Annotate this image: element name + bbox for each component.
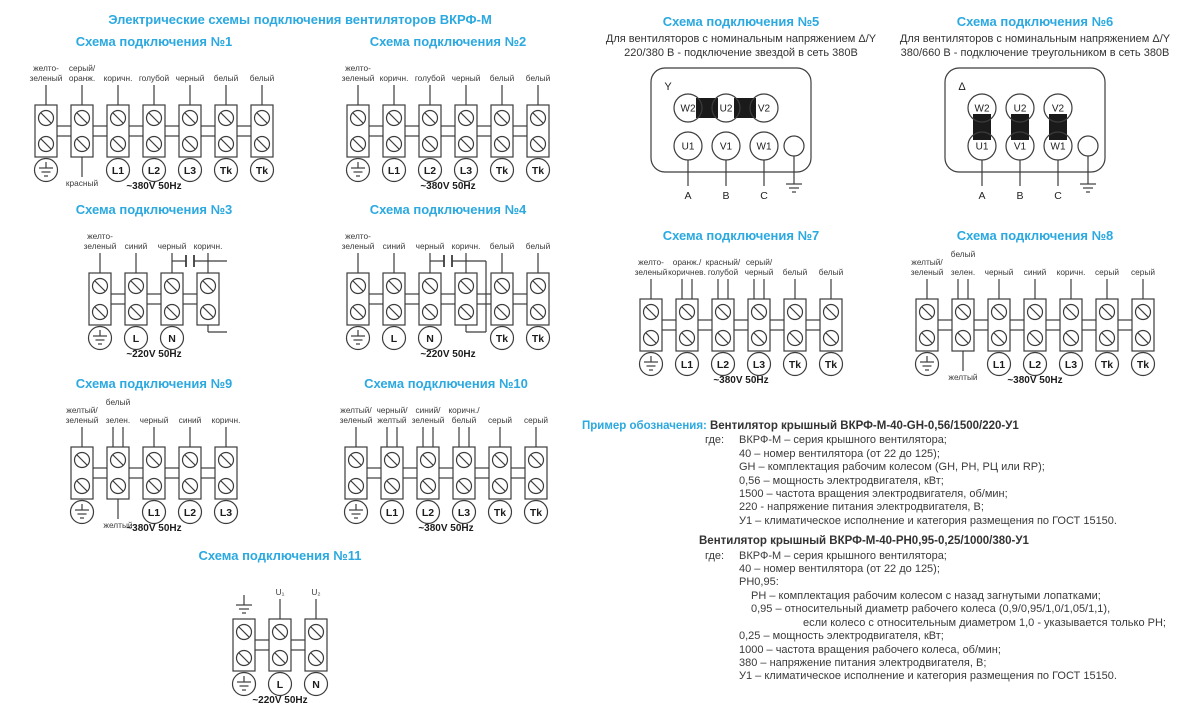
motor-terminal-label: U1: [681, 141, 695, 153]
wire-label: серый/: [745, 257, 773, 267]
wire-label: синий/: [415, 405, 441, 415]
ground-terminal-icon: [345, 501, 368, 524]
terminal-block: [89, 273, 111, 325]
wire-label: оранж.: [68, 73, 96, 83]
ground-terminal-icon: [71, 501, 94, 524]
terminal-label: Tk: [1136, 359, 1150, 371]
phase-label: B: [722, 190, 730, 202]
wire-label: оранж./: [672, 257, 702, 267]
wire-label: U₁: [275, 587, 285, 597]
wire-label: красный/: [705, 257, 741, 267]
scheme-4: [302, 202, 594, 361]
wire-label: зеленый: [29, 73, 63, 83]
terminal-block: [383, 273, 405, 325]
wire-label: белый: [489, 73, 515, 83]
terminal-label: L2: [183, 507, 197, 519]
scheme-5-title: Схема подключения №5: [662, 14, 820, 29]
designation-line: 40 – номер вентилятора (от 22 до 125);: [739, 563, 940, 576]
ground-terminal: [784, 136, 804, 156]
motor-terminal-box-diagram: [626, 64, 856, 210]
designation-line: РН – комплектация рабочим колесом с назад загнутыми лопатками;: [751, 589, 1101, 602]
terminal-label: L2: [716, 359, 730, 371]
terminal-strip-diagram: [632, 247, 850, 387]
wire-label: белый: [213, 73, 239, 83]
terminal-label: N: [426, 333, 434, 345]
terminal-label: Tk: [255, 165, 269, 177]
scheme-7: [598, 228, 884, 387]
ground-terminal-icon: [347, 327, 370, 350]
scheme-8: [892, 228, 1178, 387]
example-2-title: Вентилятор крышный ВКРФ-М-40-РН0,95-0,25/1000/380-У1: [699, 535, 1029, 548]
wire-label: синий: [124, 241, 148, 251]
motor-terminal-label: U2: [1013, 103, 1027, 115]
scheme-7-title: Схема подключения №7: [662, 228, 820, 243]
terminal-block: [640, 299, 662, 351]
scheme-2: [302, 34, 594, 193]
example-label: Пример обозначения:: [582, 420, 707, 432]
wire-label: коричнев.: [668, 267, 706, 277]
wire-label: желтый: [377, 415, 407, 425]
terminal-block: [1024, 299, 1046, 351]
wire-label: желтый/: [340, 405, 372, 415]
scheme-6-diagram: [892, 64, 1178, 210]
voltage-label: ~380V 50Hz: [418, 523, 474, 534]
terminal-label: Tk: [1100, 359, 1114, 371]
terminal-block: [269, 619, 291, 671]
terminal-label: Tk: [824, 359, 838, 371]
scheme-3: [8, 202, 300, 361]
capacitor-icon: [172, 255, 227, 267]
scheme-5-description: Для вентиляторов с номинальным напряжением Δ/Y 220/380 В - подключение звездой в сеть 380В: [605, 33, 877, 59]
wire-label: серый/: [68, 63, 96, 73]
ground-terminal-icon: [347, 159, 370, 182]
terminal-block: [143, 447, 165, 499]
ground-terminal-icon: [233, 673, 256, 696]
capacitor-icon: [430, 255, 486, 267]
wire-label: U₂: [311, 587, 321, 597]
motor-terminal-label: V2: [1051, 103, 1065, 115]
scheme-4-title: Схема подключения №4: [369, 202, 527, 217]
wire-label: желто-: [345, 231, 371, 241]
terminal-block: [1096, 299, 1118, 351]
terminal-block: [197, 273, 219, 325]
terminal-block: [107, 105, 129, 157]
designation-line: У1 – климатическое исполнение и категория размещения по ГОСТ 15150.: [739, 514, 1117, 527]
scheme-9-diagram: [8, 395, 300, 535]
wire-label: желто-: [345, 63, 371, 73]
motor-terminal-label: U1: [975, 141, 989, 153]
terminal-label: L3: [752, 359, 766, 371]
scheme-5-diagram: [598, 64, 884, 210]
wire-label: белый: [782, 267, 808, 277]
terminal-label: Tk: [531, 333, 545, 345]
voltage-label: ~220V 50Hz: [126, 349, 182, 360]
terminal-block: [1132, 299, 1154, 351]
wire-label: зеленый: [411, 415, 445, 425]
terminal-block: [820, 299, 842, 351]
terminal-block: [712, 299, 734, 351]
terminal-label: Tk: [788, 359, 802, 371]
wire-label: белый: [818, 267, 844, 277]
terminal-label: N: [312, 679, 320, 691]
scheme-11: [140, 548, 420, 707]
terminal-label: L1: [111, 165, 125, 177]
phase-label: A: [978, 190, 986, 202]
terminal-strip-diagram: [27, 53, 281, 193]
wire-label: коричн.: [451, 241, 481, 251]
terminal-box: [651, 68, 811, 172]
scheme-10: [296, 376, 596, 535]
example-1-title: Вентилятор крышный ВКРФ-М-40-GH-0,56/1500/220-У1: [709, 420, 1019, 432]
wire-label: коричн.: [211, 415, 241, 425]
terminal-label: L3: [459, 165, 473, 177]
terminal-block: [71, 105, 93, 157]
terminal-block: [952, 299, 974, 351]
designation-line: 220 - напряжение питания электродвигателя, В;: [739, 501, 984, 514]
wire-label: зелен.: [950, 267, 976, 277]
scheme-10-diagram: [296, 395, 596, 535]
designation-example: [582, 420, 1182, 684]
terminal-block: [419, 105, 441, 157]
terminal-label: L1: [385, 507, 399, 519]
wire-label: коричн.: [1056, 267, 1086, 277]
designation-line: 0,25 – мощность электродвигателя, кВт;: [739, 630, 944, 643]
terminal-block: [419, 273, 441, 325]
designation-example-block-1: [582, 420, 1182, 528]
terminal-block: [107, 447, 129, 499]
terminal-block: [383, 105, 405, 157]
wire-label: белый: [525, 241, 551, 251]
ground-terminal-icon: [35, 159, 58, 182]
terminal-strip-diagram: [337, 395, 555, 535]
connection-symbol: Y: [664, 81, 672, 93]
wire-label: голубой: [414, 73, 446, 83]
voltage-label: ~220V 50Hz: [420, 349, 476, 360]
ground-terminal-icon: [640, 353, 663, 376]
terminal-label: L1: [387, 165, 401, 177]
terminal-block: [71, 447, 93, 499]
voltage-label: ~380V 50Hz: [126, 523, 182, 534]
terminal-block: [381, 447, 403, 499]
wire-label: зелен.: [105, 415, 131, 425]
wire-label: зеленый: [65, 415, 99, 425]
scheme-9: [8, 376, 300, 535]
wire-label: коричн./: [448, 405, 480, 415]
bridge-bar: [696, 98, 718, 118]
wire-label: белый: [451, 415, 477, 425]
terminal-label: Tk: [219, 165, 233, 177]
wire-label: серый: [488, 415, 512, 425]
phase-label: C: [760, 190, 768, 202]
wire-label: черный: [157, 241, 187, 251]
page-title: Электрические схемы подключения вентиляторов ВКРФ-М: [108, 12, 492, 27]
terminal-label: L3: [183, 165, 197, 177]
earth-icon: [1080, 174, 1096, 192]
terminal-block: [143, 105, 165, 157]
terminal-block: [179, 447, 201, 499]
terminal-block: [525, 447, 547, 499]
terminal-label: Tk: [493, 507, 507, 519]
terminal-block: [916, 299, 938, 351]
wire-label: белый: [105, 397, 131, 407]
wire-label: синий: [178, 415, 202, 425]
terminal-block: [347, 273, 369, 325]
wire-label: белый: [489, 241, 515, 251]
terminal-strip-diagram: [339, 53, 557, 193]
scheme-3-diagram: [8, 221, 300, 361]
designation-line: GH – комплектация рабочим колесом (GH, PH, РЦ или RP);: [739, 461, 1045, 474]
terminal-label: L2: [147, 165, 161, 177]
designation-line: 380 – напряжение питания электродвигателя, В;: [739, 656, 987, 669]
terminal-label: L: [390, 333, 398, 345]
terminal-block: [347, 105, 369, 157]
voltage-label: ~380V 50Hz: [713, 375, 769, 386]
connection-symbol: Δ: [958, 81, 966, 93]
designation-lead: где:: [705, 434, 725, 447]
terminal-strip-diagram: [225, 567, 335, 707]
wire-label: желтый: [103, 520, 133, 530]
scheme-7-diagram: [598, 247, 884, 387]
wire-label: желто-: [33, 63, 59, 73]
wire-label: синий: [382, 241, 406, 251]
scheme-1-title: Схема подключения №1: [75, 34, 233, 49]
wire-label: черный/: [376, 405, 408, 415]
bridge-bar: [1049, 114, 1067, 140]
scheme-1: [8, 34, 300, 193]
wire-label: зеленый: [910, 267, 944, 277]
wire-label: черный: [415, 241, 445, 251]
scheme-3-title: Схема подключения №3: [75, 202, 233, 217]
wire-label: желто-: [87, 231, 113, 241]
phase-label: B: [1016, 190, 1024, 202]
terminal-block: [251, 105, 273, 157]
terminal-block: [161, 273, 183, 325]
designation-line: 40 – номер вентилятора (от 22 до 125);: [739, 447, 940, 460]
scheme-6-title: Схема подключения №6: [956, 14, 1114, 29]
terminal-block: [215, 447, 237, 499]
designation-line: 1500 – частота вращения электродвигателя, об/мин;: [739, 488, 1008, 501]
terminal-label: L3: [219, 507, 233, 519]
terminal-block: [748, 299, 770, 351]
wire-label: белый: [950, 249, 976, 259]
scheme-4-diagram: [302, 221, 594, 361]
motor-terminal-label: W2: [974, 103, 990, 115]
wire-label: серый: [524, 415, 548, 425]
motor-terminal-label: V1: [1013, 141, 1027, 153]
wire-label: серый: [1095, 267, 1119, 277]
wire-label: белый: [249, 73, 275, 83]
designation-line: 0,56 – мощность электродвигателя, кВт;: [739, 474, 944, 487]
terminal-label: L: [276, 679, 284, 691]
designation-line: 0,95 – относительный диаметр рабочего колеса (0,9/0,95/1,0/1,05/1,1),: [751, 603, 1111, 616]
terminal-block: [455, 105, 477, 157]
terminal-block: [35, 105, 57, 157]
wire-label: белый: [525, 73, 551, 83]
terminal-label: L1: [992, 359, 1006, 371]
phase-label: A: [684, 190, 692, 202]
scheme-8-diagram: [892, 247, 1178, 387]
terminal-block: [125, 273, 147, 325]
wire-label: желто-: [638, 257, 664, 267]
wire-label: голубой: [138, 73, 170, 83]
terminal-label: L2: [423, 165, 437, 177]
motor-terminal-box-diagram: [920, 64, 1150, 210]
wire-label: желтый/: [911, 257, 943, 267]
wire-label: черный: [451, 73, 481, 83]
terminal-label: Tk: [495, 165, 509, 177]
terminal-label: L1: [147, 507, 161, 519]
designation-line: где: ВКРФ-М – серия крышного вентилятора;: [705, 434, 947, 447]
wire-label: голубой: [707, 267, 739, 277]
wire-label: коричн.: [193, 241, 223, 251]
terminal-strip-diagram: [908, 247, 1162, 387]
motor-terminal-label: W1: [756, 141, 772, 153]
scheme-1-diagram: [8, 53, 300, 193]
terminal-label: L3: [1064, 359, 1078, 371]
wire-label: зеленый: [83, 241, 117, 251]
wire-label: желтый: [948, 372, 978, 382]
wire-label: коричн.: [379, 73, 409, 83]
terminal-block: [527, 273, 549, 325]
terminal-block: [527, 105, 549, 157]
terminal-label: N: [168, 333, 176, 345]
scheme-9-title: Схема подключения №9: [75, 376, 233, 391]
terminal-label: L1: [680, 359, 694, 371]
earth-icon: [236, 595, 252, 613]
voltage-label: ~380V 50Hz: [126, 181, 182, 192]
scheme-2-diagram: [302, 53, 594, 193]
designation-line: 1000 – частота вращения рабочего колеса, об/мин;: [739, 643, 1001, 656]
scheme-10-title: Схема подключения №10: [364, 376, 528, 391]
scheme-11-diagram: [140, 567, 420, 707]
voltage-label: ~220V 50Hz: [252, 695, 308, 706]
wire-label: черный: [744, 267, 774, 277]
terminal-label: Tk: [531, 165, 545, 177]
motor-terminal-label: W2: [680, 103, 696, 115]
terminal-label: L: [132, 333, 140, 345]
voltage-label: ~380V 50Hz: [1007, 375, 1063, 386]
terminal-block: [988, 299, 1010, 351]
terminal-block: [1060, 299, 1082, 351]
terminal-label: L3: [457, 507, 471, 519]
terminal-block: [491, 105, 513, 157]
wire-label: красный: [65, 178, 99, 188]
scheme-2-title: Схема подключения №2: [369, 34, 527, 49]
wire-label: зеленый: [341, 73, 375, 83]
scheme-6-description: Для вентиляторов с номинальным напряжением Δ/Y 380/660 В - подключение треугольником в сеть 380В: [899, 33, 1171, 59]
scheme-6: [892, 14, 1178, 210]
designation-line: где: ВКРФ-М – серия крышного вентилятора;: [705, 549, 947, 562]
wire-label: черный: [984, 267, 1014, 277]
ground-terminal-icon: [916, 353, 939, 376]
phase-label: C: [1054, 190, 1062, 202]
terminal-block: [455, 273, 477, 325]
terminal-block: [491, 273, 513, 325]
ground-terminal: [1078, 136, 1098, 156]
example-2-lines: [705, 550, 1182, 684]
designation-example-block-2: [582, 535, 1182, 683]
wire-label: черный: [139, 415, 169, 425]
wire-label: зеленый: [341, 241, 375, 251]
earth-icon: [786, 174, 802, 192]
wire-label: желтый/: [66, 405, 98, 415]
bridge-bar: [734, 98, 756, 118]
terminal-block: [215, 105, 237, 157]
example-1-lines: [705, 434, 1182, 528]
terminal-block: [489, 447, 511, 499]
motor-terminal-label: V1: [719, 141, 733, 153]
terminal-strip-diagram: [81, 221, 227, 361]
terminal-strip-diagram: [63, 395, 245, 535]
designation-line: У1 – климатическое исполнение и категория размещения по ГОСТ 15150.: [739, 670, 1117, 683]
terminal-block: [676, 299, 698, 351]
terminal-label: Tk: [495, 333, 509, 345]
wire-label: коричн.: [103, 73, 133, 83]
scheme-5: [598, 14, 884, 210]
terminal-label: L2: [421, 507, 435, 519]
terminal-label: L2: [1028, 359, 1042, 371]
wire-label: синий: [1023, 267, 1047, 277]
scheme-11-title: Схема подключения №11: [198, 548, 362, 563]
terminal-block: [784, 299, 806, 351]
terminal-block: [233, 619, 255, 671]
designation-line: РН0,95:: [739, 576, 779, 589]
wire-label: черный: [175, 73, 205, 83]
terminal-label: Tk: [529, 507, 543, 519]
motor-terminal-label: V2: [757, 103, 771, 115]
designation-line: если колесо с относительным диаметром 1,0 - указывается только РН;: [803, 616, 1166, 629]
terminal-block: [179, 105, 201, 157]
scheme-8-title: Схема подключения №8: [956, 228, 1114, 243]
terminal-block: [453, 447, 475, 499]
bridge-bar: [973, 114, 991, 140]
designation-lead: где:: [705, 549, 725, 562]
terminal-block: [417, 447, 439, 499]
terminal-block: [305, 619, 327, 671]
bridge-bar: [1011, 114, 1029, 140]
voltage-label: ~380V 50Hz: [420, 181, 476, 192]
ground-terminal-icon: [89, 327, 112, 350]
wire-label: зеленый: [634, 267, 668, 277]
motor-terminal-label: W1: [1050, 141, 1066, 153]
wire-label: серый: [1131, 267, 1155, 277]
terminal-block: [345, 447, 367, 499]
wire-label: зеленый: [339, 415, 373, 425]
terminal-strip-diagram: [339, 221, 557, 361]
motor-terminal-label: U2: [719, 103, 733, 115]
